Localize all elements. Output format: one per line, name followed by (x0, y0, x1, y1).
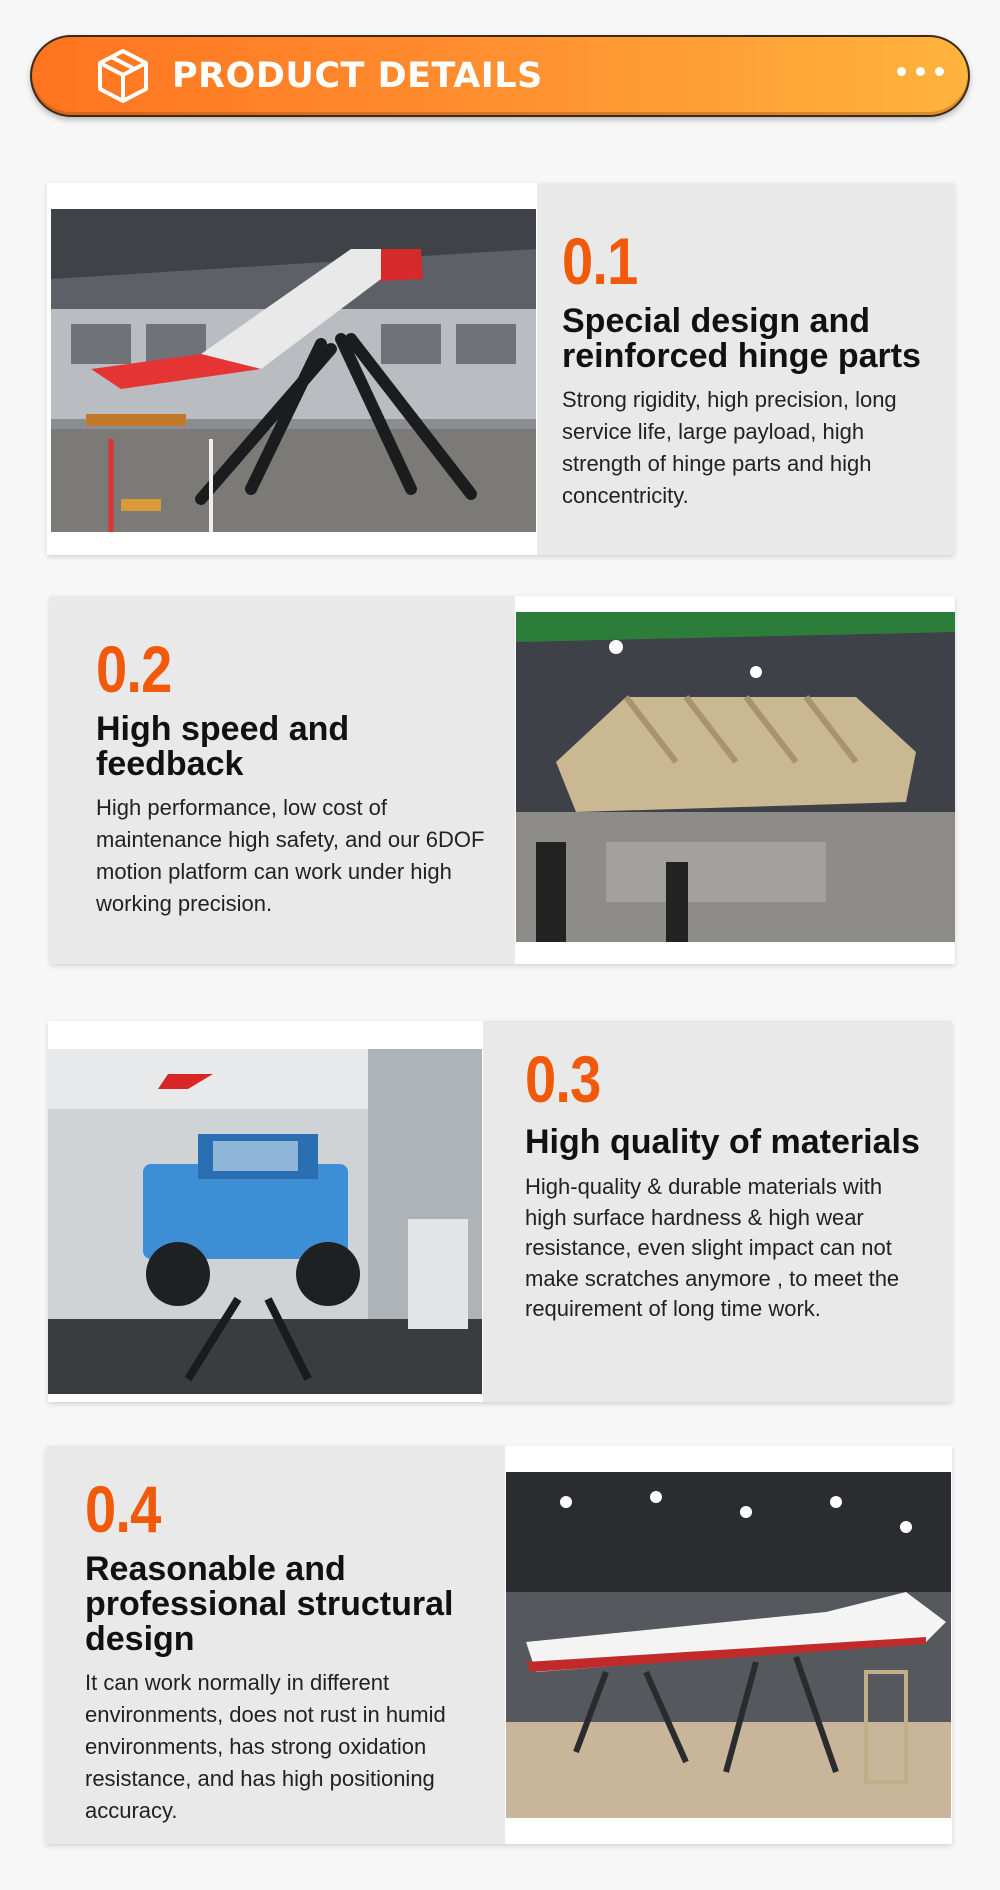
more-dots-icon[interactable] (897, 67, 944, 76)
feature-heading: Reasonable and professional structural design (85, 1550, 454, 1658)
feature-heading: High quality of materials (525, 1123, 920, 1161)
feature-card-2 (50, 596, 955, 964)
motion-platform-crane-photo (51, 209, 536, 532)
feature-number: 0.4 (85, 1472, 161, 1546)
cabin-frame-platform-photo (516, 612, 955, 942)
feature-heading: High speed and feedback (96, 710, 350, 783)
feature-heading: Special design and reinforced hinge parts (562, 302, 921, 375)
feature-text-1 (562, 224, 942, 512)
product-details-banner (30, 35, 970, 117)
airplane-fuselage-platform-photo (506, 1472, 951, 1818)
feature-text-2 (96, 632, 486, 920)
feature-text-4 (85, 1472, 485, 1827)
cube-box-icon (92, 45, 154, 107)
feature-description: High performance, low cost of maintenance high safety, and our 6DOF motion platform can work under high working precision. (96, 795, 485, 916)
feature-card-3 (48, 1021, 952, 1402)
feature-description: It can work normally in different environments, does not rust in humid environments, has strong oxidation resistance, and has high positioning accuracy. (85, 1670, 446, 1823)
banner-title: PRODUCT DETAILS (172, 56, 543, 96)
feature-description: Strong rigidity, high precision, long service life, large payload, high strength of hinge parts and high concentricity. (562, 387, 897, 508)
blue-jeep-simulator-photo (48, 1049, 482, 1394)
feature-card-1 (47, 183, 954, 555)
feature-card-4 (46, 1446, 952, 1844)
feature-number: 0.3 (525, 1042, 601, 1116)
feature-number: 0.2 (96, 632, 172, 706)
feature-text-3 (525, 1042, 925, 1325)
feature-number: 0.1 (562, 224, 638, 298)
feature-description: High-quality & durable materials with high surface hardness & high wear resistance, even slight impact can not make scratches anymore , to meet the requirement of long time work. (525, 1174, 900, 1321)
